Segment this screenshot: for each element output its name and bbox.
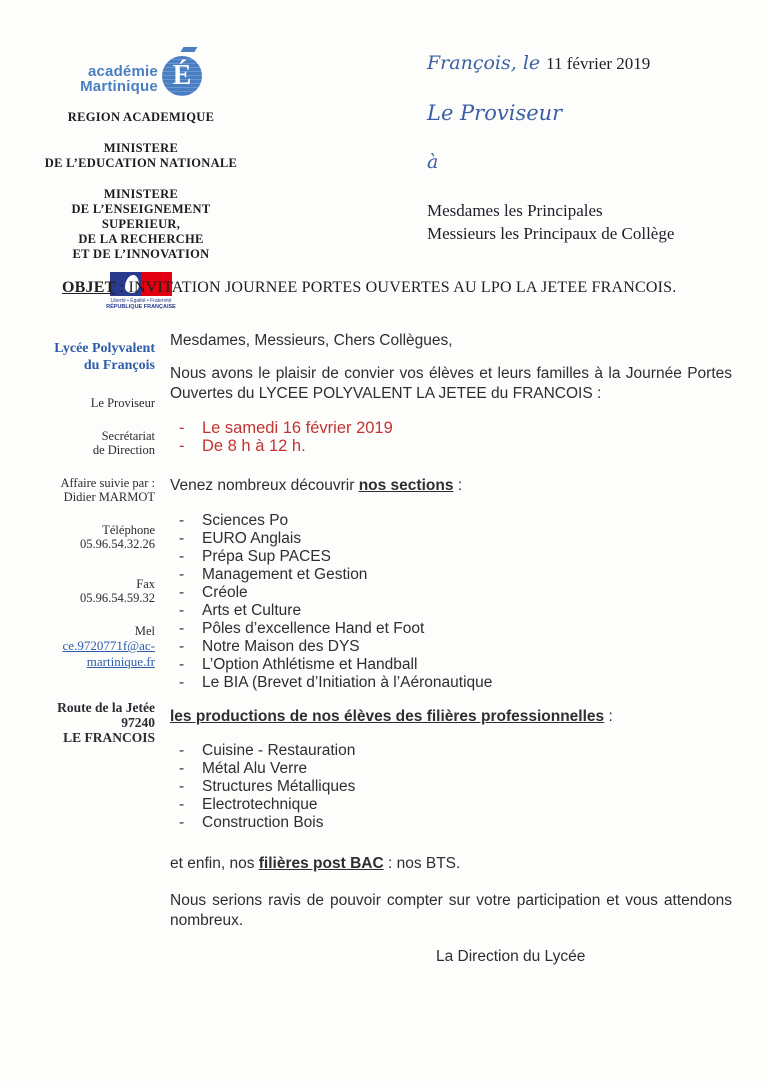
address-zip: 97240 [121, 715, 155, 730]
list-item-hours [170, 437, 732, 455]
list-item [170, 674, 732, 692]
ministere1-line2: DE L’EDUCATION NATIONALE [44, 156, 238, 170]
sections-heading [170, 476, 732, 496]
sections-heading-underlined: nos sections [358, 477, 454, 494]
list-item [170, 566, 732, 584]
list-item [170, 530, 732, 548]
to-preposition: à [427, 151, 439, 173]
ministere2-line2: DE L’ENSEIGNEMENT SUPERIEUR, [71, 202, 211, 231]
sections-list [170, 512, 732, 692]
list-item-date [170, 419, 732, 437]
sidebar-proviseur [42, 396, 155, 410]
dateline-place: François, le [427, 52, 541, 74]
post-bac-suffix: : nos BTS. [383, 855, 461, 872]
list-item [170, 760, 732, 778]
section-item: Management et Gestion [202, 565, 368, 583]
republique-label: RÉPUBLIQUE FRANÇAISE [106, 304, 176, 310]
ministere2-line1: MINISTERE [103, 187, 179, 201]
email-line1[interactable]: ce.9720771f@ac- [62, 638, 155, 653]
section-item: EURO Anglais [202, 529, 302, 547]
sections-heading-suffix: : [453, 477, 463, 494]
academie-logo-line2: Martinique [80, 78, 158, 95]
dash-marker: - [179, 547, 185, 565]
dash-marker: - [179, 529, 185, 547]
region-academique [36, 110, 246, 125]
dash-marker: - [179, 814, 185, 831]
section-item: Prépa Sup PACES [202, 547, 331, 565]
letter-body [170, 331, 732, 947]
sidebar-secretariat [42, 429, 155, 457]
list-item [170, 512, 732, 530]
dash-marker: - [179, 511, 185, 529]
recipient-line2: Messieurs les Principaux de Collège [427, 224, 675, 243]
production-item: Structures Métalliques [202, 778, 356, 795]
dash-marker: - [179, 601, 185, 619]
section-item: Sciences Po [202, 511, 289, 529]
objet-line [62, 279, 752, 297]
section-item: L’Option Athlétisme et Handball [202, 655, 418, 673]
list-item [170, 584, 732, 602]
dateline-date: 11 février 2019 [546, 54, 651, 73]
production-item: Electrotechnique [202, 796, 318, 813]
section-item: Le BIA (Brevet d’Initiation à l’Aéronautique [202, 673, 493, 691]
affaire-name: Didier MARMOT [63, 490, 155, 504]
production-item: Cuisine - Restauration [202, 742, 356, 759]
letterhead-right-block [427, 52, 747, 245]
dateline [427, 52, 747, 74]
dash-marker: - [179, 419, 185, 437]
telephone-number: 05.96.54.32.26 [80, 537, 155, 551]
fax-label: Fax [136, 577, 155, 591]
list-item [170, 656, 732, 674]
event-date-list [170, 419, 732, 455]
proviseur-label: Le Proviseur [90, 396, 155, 410]
dash-marker: - [179, 637, 185, 655]
list-item [170, 548, 732, 566]
ministere-education [36, 141, 246, 171]
list-item [170, 620, 732, 638]
intro-paragraph: Nous avons le plaisir de convier vos élèves et leurs familles à la Journée Portes Ouvertes du LYCEE POLYVALENT LA JETEE du FRANCOIS : [170, 365, 732, 402]
affaire-label: Affaire suivie par : [60, 476, 155, 490]
mel-label: Mel [134, 624, 155, 638]
school-name [42, 340, 155, 374]
post-bac-line [170, 854, 732, 874]
header-official-block [36, 48, 246, 313]
accent-mark-icon [180, 47, 197, 52]
secretariat-line2: de Direction [92, 443, 155, 457]
recipient-line1: Mesdames les Principales [427, 201, 603, 220]
ministere2-line4: ET DE L’INNOVATION [72, 247, 210, 261]
dash-marker: - [179, 437, 185, 455]
dash-marker: - [179, 673, 185, 691]
academie-logo-text [80, 64, 158, 94]
sidebar-telephone [42, 523, 155, 551]
sections-heading-prefix: Venez nombreux découvrir [170, 477, 359, 494]
dash-marker: - [179, 619, 185, 637]
event-date: Le samedi 16 février 2019 [202, 419, 393, 437]
list-item [170, 778, 732, 796]
salutation: Mesdames, Messieurs, Chers Collègues, [170, 332, 453, 349]
list-item [170, 814, 732, 832]
telephone-label: Téléphone [102, 523, 155, 537]
e-circle-icon: É [162, 56, 202, 96]
region-academique-label: REGION ACADEMIQUE [67, 110, 215, 124]
motto-label: Liberté • Égalité • Fraternité [110, 298, 172, 304]
production-item: Métal Alu Verre [202, 760, 308, 777]
ministere2-line3: DE LA RECHERCHE [78, 232, 204, 246]
section-item: Créole [202, 583, 248, 601]
school-name-line2: du François [83, 358, 155, 373]
signature-line: La Direction du Lycée [436, 948, 586, 965]
email-line2[interactable]: martinique.fr [86, 654, 155, 669]
dash-marker: - [179, 796, 185, 813]
objet-label: OBJET [62, 279, 116, 296]
academie-logo-line1: académie [87, 63, 158, 80]
school-info-sidebar [42, 340, 155, 745]
list-item [170, 742, 732, 760]
post-bac-underlined: filières post BAC [258, 855, 384, 872]
sender-title: Le Proviseur [427, 101, 563, 125]
secretariat-line1: Secrétariat [101, 429, 155, 443]
sidebar-fax [42, 577, 155, 605]
objet-text: : INVITATION JOURNEE PORTES OUVERTES AU LPO LA JETEE FRANCOIS. [115, 279, 677, 296]
ministere1-line1: MINISTERE [103, 141, 179, 155]
productions-heading-suffix: : [604, 707, 613, 725]
dash-marker: - [179, 565, 185, 583]
academie-martinique-logo [36, 48, 246, 96]
address-street: Route de la Jetée [57, 700, 155, 715]
dash-marker: - [179, 760, 185, 777]
productions-list [170, 742, 732, 832]
dash-marker: - [179, 655, 185, 673]
productions-heading [170, 707, 732, 727]
section-item: Arts et Culture [202, 601, 302, 619]
academie-e-badge-icon [162, 56, 202, 96]
ministere-enseignement [36, 187, 246, 262]
dash-marker: - [179, 778, 185, 795]
event-hours: De 8 h à 12 h. [202, 437, 306, 455]
post-bac-prefix: et enfin, nos [170, 855, 259, 872]
production-item: Construction Bois [202, 814, 324, 831]
closing-paragraph: Nous serions ravis de pouvoir compter sur votre participation et vous attendons nombreux. [170, 892, 732, 929]
school-address [42, 700, 155, 745]
list-item [170, 796, 732, 814]
dash-marker: - [179, 742, 185, 759]
email-link[interactable] [42, 638, 155, 670]
list-item [170, 602, 732, 620]
recipients-block [427, 199, 747, 245]
section-item: Pôles d’excellence Hand et Foot [202, 619, 425, 637]
fax-number: 05.96.54.59.32 [80, 591, 155, 605]
section-item: Notre Maison des DYS [202, 637, 360, 655]
sidebar-mel [42, 624, 155, 670]
dash-marker: - [179, 583, 185, 601]
list-item [170, 638, 732, 656]
school-name-line1: Lycée Polyvalent [54, 341, 155, 356]
sidebar-affaire-suivie [42, 476, 155, 504]
productions-heading-underlined: les productions de nos élèves des filières professionnelles [170, 707, 605, 725]
address-city: LE FRANCOIS [63, 730, 155, 745]
